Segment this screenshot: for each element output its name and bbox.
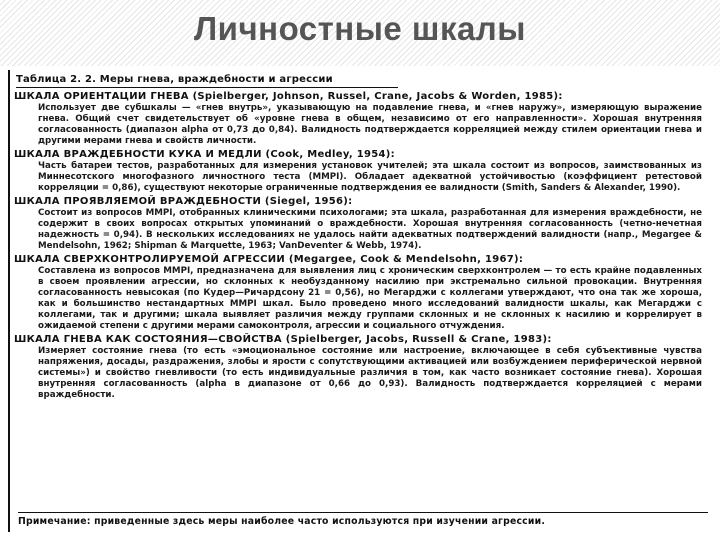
scale-heading: ШКАЛА ОРИЕНТАЦИИ ГНЕВА (Spielberger, Johnson, Russel, Crane, Jacobs & Worden, 1985): [14,91,563,102]
scale-description: Использует две субшкалы — «гнев внутрь», указывающую на подавление гнева, и «гнев наружу», измеряющую выражение гнева. Общий счет свидетельствует об «уровне гнева в общем, независимо от его направленности». Хорошая внутренняя согласованность (диапазон alpha от 0,73 до 0,84). Валидность подтверждается корреляцией между стилем ориентации гнева и другими мерами гнева и свойств личности. [38,103,702,146]
scale-description: Измеряет состояние гнева (то есть «эмоциональное состояние или настроение, включающее в себя субъективные чувства напряжения, досады, раздражения, злобы и ярости с сопутствующими активацией или возбуждением периферической нервной системы») и свойство гневливости (то есть индивидуальные различия в том, как часто возникает состояние гнева). Хорошая внутренняя согласованность (alpha в диапазоне от 0,66 до 0,93). Валидность подтверждается корреляцией с мерами враждебности. [38,346,702,400]
scale-state-trait-anger [14,334,702,401]
scale-description: Состоит из вопросов MMPI, отобранных клиническими психологами; эта шкала, разработанная для измерения враждебности, не содержит в своих вопросах открытых упоминаний о враждебности. Хорошая внутренняя согласованность (четно-нечетная надежность = 0,94). В нескольких исследованиях не удалось найти адекватных подтверждений валидности (напр., Megargee & Mendelsohn, 1962; Shipman & Marquette, 1963; VanDeventer & Webb, 1974). [38,208,702,251]
table-caption: Таблица 2. 2. Меры гнева, враждебности и агрессии [16,74,398,88]
scale-cook-medley [14,149,702,194]
scale-heading: ШКАЛА ПРОЯВЛЯЕМОЙ ВРАЖДЕБНОСТИ (Siegel, 1956): [14,196,353,207]
scale-description: Часть батареи тестов, разработанных для измерения установок учителей; эта шкала состоит из вопросов, заимствованных из Миннесотского многофазного личностного теста (MMPI). Обладает адекватной устойчивостью (коэффициент ретестовой корреляции = 0,86), существуют некоторые ограниченные подтверждения ее валидности (Smith, Sanders & Alexander, 1990). [38,161,702,193]
scale-anger-orientation [14,91,702,147]
scale-heading: ШКАЛА ВРАЖДЕБНОСТИ КУКА И МЕДЛИ (Cook, Medley, 1954): [14,149,395,160]
scale-overcontrolled-aggression [14,254,702,332]
scanned-table [8,70,710,532]
table-note: Примечание: приведенные здесь меры наиболее часто используются при изучении агрессии. [18,512,708,527]
scale-manifest-hostility [14,196,702,252]
scale-heading: ШКАЛА СВЕРХКОНТРОЛИРУЕМОЙ АГРЕССИИ (Megargee, Cook & Mendelsohn, 1967): [14,254,524,265]
scale-description: Составлена из вопросов MMPI, предназначена для выявления лиц с хроническим сверхконтролем — то есть крайне подавленных в своем проявлении агрессии, но склонных к необузданному насилию при экстремально сильной провокации. Внутренняя согласованность невысокая (по Кудер—Ричардсону 21 = 0,56), но Мегарджи с коллегами утверждают, что она так же хороша, как и большинство нестандартных MMPI шкал. Было проведено много исследований валидности шкалы, как Мегарджи с коллегами, так и другими; шкала выявляет различия между группами склонных и не склонных к насилию и коррелирует в ожидаемой степени с другими мерами самоконтроля, агрессии и социального отчуждения. [38,266,702,331]
slide-title: Личностные шкалы [194,10,526,47]
table-body [14,74,702,401]
scale-heading: ШКАЛА ГНЕВА КАК СОСТОЯНИЯ—СВОЙСТВА (Spielberger, Jacobs, Russell & Crane, 1983): [14,334,552,345]
